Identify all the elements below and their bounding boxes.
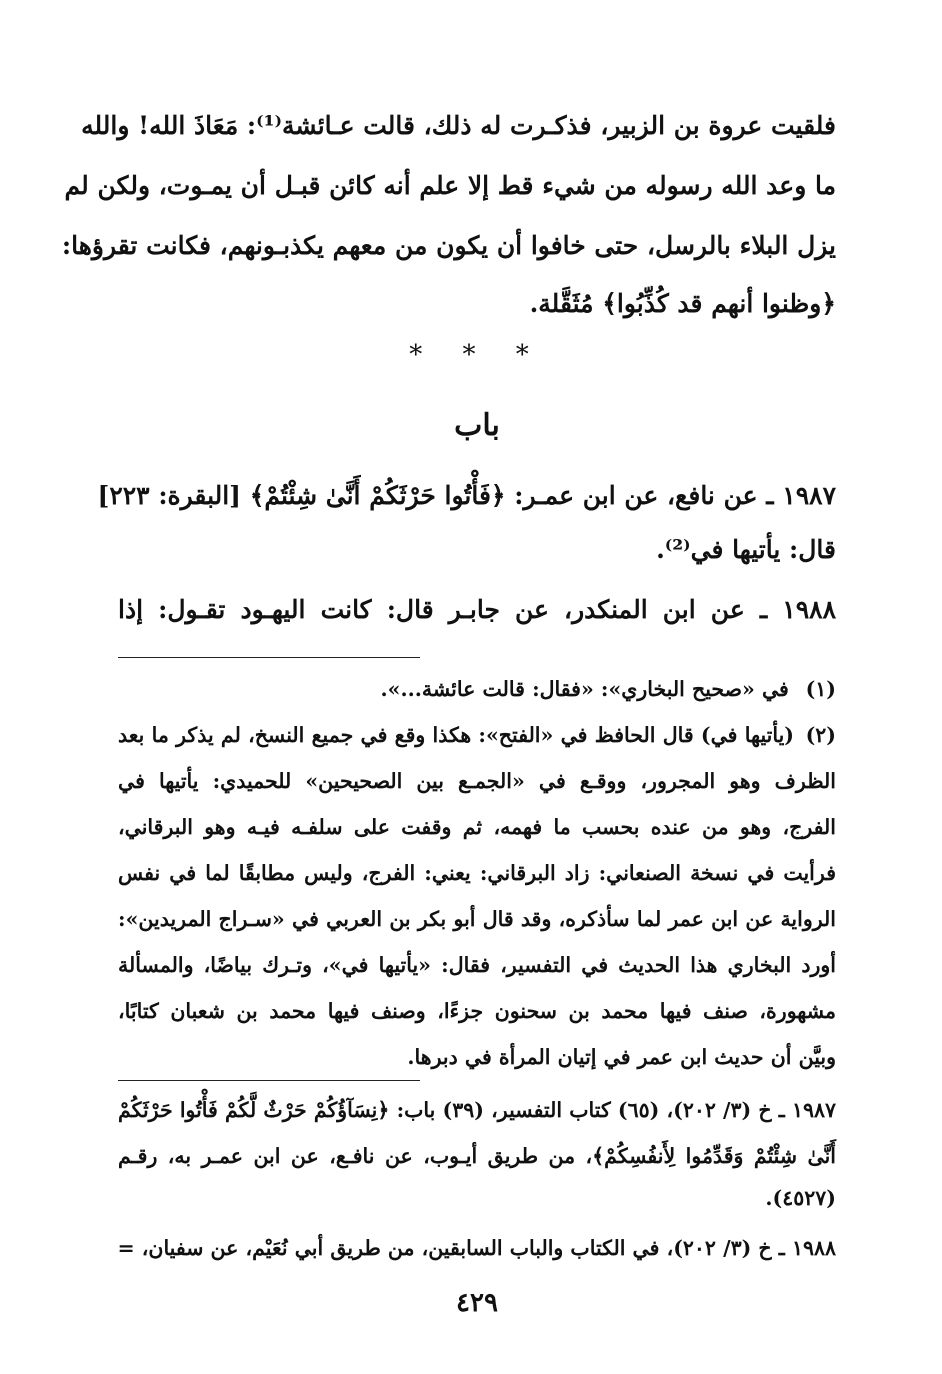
section-separator: * * *: [409, 340, 545, 370]
footnote-number: (٢): [805, 723, 836, 747]
body-line: ﴿وظنوا أنهم قد كُذِّبُوا﴾ مُثَقَّلة.: [529, 289, 836, 318]
hadith-line: ١٩٨٨ ـ عن ابن المنكدر، عن جابـر قال: كانت اليهـود تقـول: إذا: [118, 595, 836, 624]
footnote-line: الفرج، وهو من عنده بحسب ما فهمه، ثم وقفت على سلفـه فيـه وهو البرقاني،: [118, 815, 836, 839]
sources-divider: [118, 1080, 420, 1081]
footnote-line: مشهورة، صنف فيها محمد بن سحنون جزءًا، وصنف فيها محمد بن شعبان كتابًا،: [118, 999, 836, 1023]
source-line: ١٩٨٧ ـ خ (٣/ ٢٠٢)، (٦٥) كتاب التفسير، (٣٩) باب: ﴿نِسَآؤُكُمْ حَرْثٌ لَّكُمْ فَأْتُوا حَرْثَكُمْ: [118, 1098, 837, 1122]
footnote-line: الرواية عن ابن عمر لما سأذكره، وقد قال أبو بكر بن العربي في «سـراج المريدين»:: [118, 907, 836, 931]
hadith-line: قال: يأتيها في⁽²⁾.: [656, 535, 836, 564]
body-line: فلقيت عروة بن الزبير، فذكـرت له ذلك، قالت عـائشة⁽¹⁾: مَعَاذَ الله! والله: [81, 111, 836, 140]
footnote-1: [118, 672, 836, 706]
footnote-line: الظرف وهو المجرور، ووقـع في «الجمـع بين الصحيحين» للحميدي: يأتيها في: [118, 769, 836, 793]
body-line: ما وعد الله رسوله من شيء قط إلا علم أنه كائن قبـل أن يمـوت، ولكن لم: [64, 171, 836, 200]
footnote-text: في «صحيح البخاري»: «فقال: قالت عائشة...».: [380, 677, 789, 701]
page-number: ٤٢٩: [456, 1288, 498, 1318]
footnote-line: (يأتيها في) قال الحافظ في «الفتح»: هكذا وقع في جميع النسخ، لم يذكر ما بعد: [118, 723, 794, 747]
source-line: (٤٥٢٧).: [765, 1186, 836, 1210]
footnote-line: وبيَّن أن حديث ابن عمر في إتيان المرأة في دبرها.: [407, 1045, 836, 1069]
footnote-line: فرأيت في نسخة الصنعاني: زاد البرقاني: يعني: الفرج، وليس مطابقًا لما في نفس: [118, 861, 836, 885]
footnote-line: أورد البخاري هذا الحديث في التفسير، فقال: «يأتيها في»، وتـرك بياضًا، والمسألة: [118, 953, 836, 977]
body-line: يزل البلاء بالرسل، حتى خافوا أن يكون من معهم يكذبـونهم، فكانت تقرؤها:: [61, 231, 836, 260]
chapter-title: باب: [454, 408, 500, 443]
source-line: أَنَّىٰ شِئْتُمْ وَقَدِّمُوا لِأَنفُسِكُمْ﴾، من طريق أيـوب، عن نافـع، عن ابن عمـر به، رقـم: [118, 1144, 836, 1168]
hadith-line: ١٩٨٧ ـ عن نافع، عن ابن عمـر: ﴿فَأْتُوا حَرْثَكُمْ أَنَّىٰ شِئْتُمْ﴾ [البقرة: ٢٢٣]: [97, 481, 836, 510]
footnote-divider: [118, 657, 420, 658]
source-line: ١٩٨٨ ـ خ (٣/ ٢٠٢)، في الكتاب والباب السابقين، من طريق أبي نُعَيْم، عن سفيان، =: [117, 1236, 836, 1260]
footnote-number: (١): [805, 677, 836, 701]
